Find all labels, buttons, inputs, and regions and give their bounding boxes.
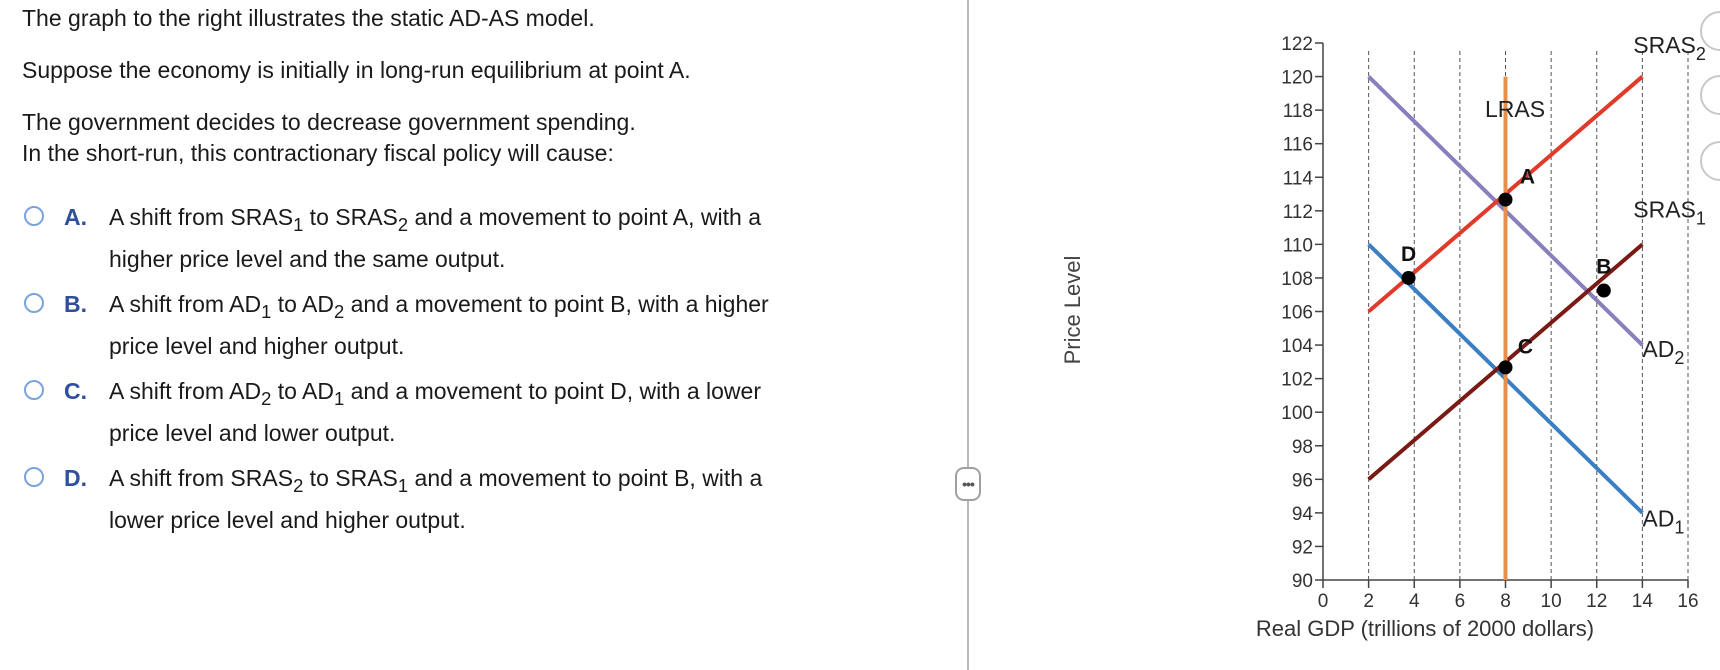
x-tick-label-4: 4 [1408,591,1420,612]
y-tick-label-94: 94 [1291,503,1313,525]
question-context: Suppose the economy is initially in long-run equilibrium at point A. [22,57,691,83]
y-tick-label-108: 108 [1281,268,1313,290]
x-axis-label: Real GDP (trillions of 2000 dollars) [1255,616,1595,641]
ad-as-chart [1040,0,1720,670]
y-tick-label-90: 90 [1291,571,1313,592]
option-letter-d: D. [64,465,87,491]
y-tick-label-102: 102 [1281,369,1313,391]
y-tick-label-114: 114 [1282,168,1313,190]
y-tick-label-96: 96 [1291,470,1313,492]
x-tick-label-2: 2 [1363,591,1374,612]
y-tick-label-116: 116 [1282,134,1313,156]
y-tick-label-122: 122 [1281,34,1313,55]
point-label-c: C [1517,335,1534,359]
curve-label-lras: LRAS [1484,95,1546,122]
x-tick-label-6: 6 [1454,591,1466,612]
y-tick-label-92: 92 [1291,537,1313,559]
x-tick-label-14: 14 [1631,591,1653,612]
radio-button-c[interactable] [24,380,44,400]
question-prompt: In the short-run, this contractionary fiscal policy will cause: [22,140,614,166]
option-letter-b: B. [64,291,87,317]
y-tick-label-100: 100 [1281,403,1313,425]
point-b [1597,284,1611,298]
y-tick-label-110: 110 [1282,235,1313,257]
y-tick-label-104: 104 [1281,336,1313,358]
x-tick-label-12: 12 [1586,591,1608,612]
option-letter-a: A. [64,204,87,230]
radio-button-a[interactable] [24,206,44,226]
question-scenario: The government decides to decrease government spending. [22,109,636,135]
point-label-b: B [1596,255,1612,279]
curve-label-sras2: $SRAS_2$ [1633,32,1706,65]
curve-label-ad1: $AD_1$ [1642,505,1685,538]
panel-divider[interactable] [967,0,969,670]
y-tick-label-120: 120 [1281,67,1313,89]
y-tick-label-98: 98 [1291,436,1313,458]
y-axis-label: Price Level [1060,255,1085,365]
y-tick-label-106: 106 [1281,302,1313,324]
question-intro: The graph to the right illustrates the static AD-AS model. [22,5,595,31]
curve-label-sras1: $SRAS_1$ [1633,196,1706,229]
point-label-d: D [1400,242,1417,266]
x-tick-label-8: 8 [1500,591,1511,612]
x-tick-label-0: 0 [1317,591,1329,612]
y-tick-label-112: 112 [1282,201,1313,223]
option-text-d: A shift from $SRAS_2$ to $SRAS_1$ and a movement to point B, with a lower price level and higher output. [109,465,763,533]
option-letter-c: C. [64,378,87,404]
point-label-a: A [1519,165,1536,189]
y-tick-label-118: 118 [1282,101,1313,123]
point-d [1402,271,1416,285]
radio-button-b[interactable] [24,293,44,313]
point-a [1499,193,1513,207]
option-text-a: A shift from $SRAS_1$ to $SRAS_2$ and a movement to point A, with a higher price level and the same output. [109,204,762,272]
radio-button-d[interactable] [24,467,44,487]
resize-handle[interactable]: ••• [955,467,981,501]
x-tick-label-10: 10 [1540,591,1562,612]
x-tick-label-16: 16 [1677,591,1699,612]
curve-label-ad2: $AD_2$ [1642,335,1685,368]
point-c [1499,360,1513,374]
option-text-c: A shift from $AD_2$ to $AD_1$ and a movement to point D, with a lower price level and lower output. [109,378,761,446]
option-text-b: A shift from $AD_1$ to $AD_2$ and a movement to point B, with a higher price level and higher output. [109,291,769,359]
